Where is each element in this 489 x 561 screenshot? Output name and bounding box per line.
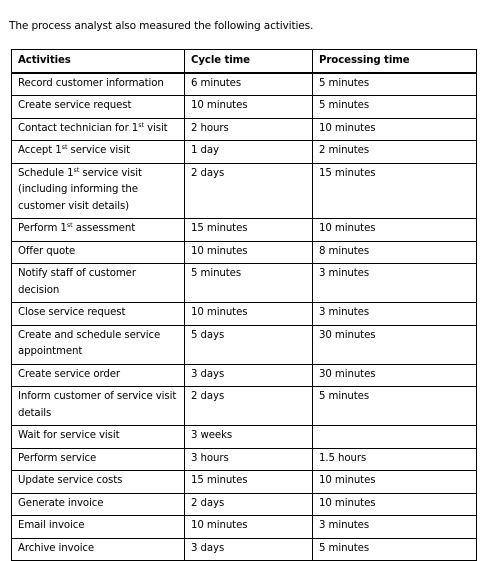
activity-cell bbox=[12, 73, 185, 96]
processing-time-cell: 2 minutes bbox=[313, 141, 477, 164]
activity-text: Perform 1 bbox=[18, 223, 67, 234]
table-row bbox=[12, 493, 477, 516]
cycle-time-cell: 2 days bbox=[185, 387, 313, 426]
processing-time-cell: 3 minutes bbox=[313, 303, 477, 326]
ordinal-suffix: st bbox=[138, 120, 144, 129]
processing-time-cell: 5 minutes bbox=[313, 538, 477, 561]
table-body bbox=[12, 73, 477, 561]
activity-cell bbox=[12, 141, 185, 164]
activity-cell bbox=[12, 219, 185, 242]
table-row bbox=[12, 241, 477, 264]
cycle-time-cell: 5 minutes bbox=[185, 264, 313, 303]
ordinal-suffix: st bbox=[61, 143, 68, 151]
activity-cell bbox=[12, 325, 185, 364]
activity-text: Notify staff of customer decision bbox=[18, 268, 136, 296]
activity-cell bbox=[12, 364, 185, 387]
processing-time-cell: 30 minutes bbox=[313, 364, 477, 387]
activity-cell bbox=[12, 538, 185, 561]
activity-cell bbox=[12, 241, 185, 264]
processing-time-cell: 5 minutes bbox=[313, 387, 477, 426]
ordinal-suffix: st bbox=[66, 221, 73, 229]
activity-text: assessment bbox=[72, 223, 136, 234]
cycle-time-cell: 15 minutes bbox=[185, 219, 313, 242]
processing-time-cell: 5 minutes bbox=[313, 96, 477, 119]
activity-cell bbox=[12, 426, 185, 449]
activity-text: Create service order bbox=[18, 368, 120, 380]
table-row bbox=[12, 516, 477, 539]
table-row bbox=[12, 448, 477, 471]
cycle-time-cell: 5 days bbox=[185, 325, 313, 364]
table-row bbox=[12, 387, 477, 426]
activity-cell bbox=[12, 96, 185, 119]
table-row bbox=[12, 538, 477, 561]
cycle-time-cell: 3 weeks bbox=[185, 426, 313, 449]
table-row bbox=[12, 303, 477, 326]
activity-text: Accept 1 bbox=[18, 145, 62, 156]
activity-cell bbox=[12, 303, 185, 326]
cycle-time-cell: 2 days bbox=[185, 163, 313, 219]
activity-text: Create service request bbox=[18, 100, 132, 111]
activity-text: Schedule 1 bbox=[18, 167, 74, 179]
table-row bbox=[12, 426, 477, 449]
cycle-time-cell: 10 minutes bbox=[185, 96, 313, 119]
table-row bbox=[12, 364, 477, 387]
activity-text: Generate invoice bbox=[18, 497, 104, 509]
cycle-time-cell: 3 hours bbox=[185, 448, 313, 471]
activity-text: Perform service bbox=[18, 452, 97, 464]
cycle-time-cell: 2 days bbox=[185, 493, 313, 516]
processing-time-cell: 10 minutes bbox=[313, 219, 477, 242]
processing-time-cell: 10 minutes bbox=[313, 118, 477, 141]
processing-time-cell: 1.5 hours bbox=[313, 448, 477, 471]
activity-cell bbox=[12, 163, 185, 219]
activity-text: Offer quote bbox=[18, 245, 76, 257]
activity-text: service visit bbox=[67, 145, 130, 156]
table-row bbox=[12, 96, 477, 119]
table-row bbox=[12, 219, 477, 242]
activities-table bbox=[11, 49, 477, 561]
activity-text: Email invoice bbox=[18, 520, 85, 531]
cycle-time-cell: 3 days bbox=[185, 538, 313, 561]
table-row bbox=[12, 325, 477, 364]
activity-text: Update service costs bbox=[18, 475, 123, 486]
processing-time-cell: 3 minutes bbox=[313, 516, 477, 539]
activity-text: Contact technician for 1 bbox=[18, 122, 139, 134]
processing-time-cell: 3 minutes bbox=[313, 264, 477, 303]
cycle-time-cell: 2 hours bbox=[185, 118, 313, 141]
cycle-time-cell: 1 day bbox=[185, 141, 313, 164]
table-row bbox=[12, 141, 477, 164]
processing-time-cell: 30 minutes bbox=[313, 325, 477, 364]
table-row bbox=[12, 73, 477, 96]
processing-time-cell: 8 minutes bbox=[313, 241, 477, 264]
table-row bbox=[12, 264, 477, 303]
activity-text: Inform customer of service visit details bbox=[18, 391, 177, 419]
activity-text: visit bbox=[143, 122, 168, 134]
activity-cell bbox=[12, 118, 185, 141]
activity-text: Record customer information bbox=[18, 77, 164, 89]
cycle-time-cell: 10 minutes bbox=[185, 241, 313, 264]
activity-cell bbox=[12, 387, 185, 426]
cycle-time-cell: 10 minutes bbox=[185, 516, 313, 539]
processing-time-cell bbox=[313, 426, 477, 449]
header-activities: Activities bbox=[12, 50, 185, 73]
activity-cell bbox=[12, 448, 185, 471]
activity-cell bbox=[12, 471, 185, 494]
processing-time-cell: 15 minutes bbox=[313, 163, 477, 219]
table-header-row bbox=[12, 50, 477, 73]
cycle-time-cell: 10 minutes bbox=[185, 303, 313, 326]
activity-text: Close service request bbox=[18, 307, 126, 318]
processing-time-cell: 10 minutes bbox=[313, 493, 477, 516]
activity-cell bbox=[12, 264, 185, 303]
processing-time-cell: 10 minutes bbox=[313, 471, 477, 494]
table-row bbox=[12, 118, 477, 141]
cycle-time-cell: 15 minutes bbox=[185, 471, 313, 494]
cycle-time-cell: 6 minutes bbox=[185, 73, 313, 96]
table-row bbox=[12, 163, 477, 219]
header-cycle-time: Cycle time bbox=[185, 50, 313, 73]
activity-text: service visit (including informing the customer visit details) bbox=[18, 167, 142, 212]
processing-time-cell: 5 minutes bbox=[313, 73, 477, 96]
ordinal-suffix: st bbox=[73, 165, 80, 174]
cycle-time-cell: 3 days bbox=[185, 364, 313, 387]
table-row bbox=[12, 471, 477, 494]
intro-text: The process analyst also measured the following activities. bbox=[9, 19, 314, 32]
activity-text: Create and schedule service appointment bbox=[18, 329, 161, 357]
activity-cell bbox=[12, 516, 185, 539]
activity-text: Wait for service visit bbox=[18, 430, 120, 441]
activity-text: Archive invoice bbox=[18, 542, 95, 554]
header-processing-time: Processing time bbox=[313, 50, 477, 73]
activity-cell bbox=[12, 493, 185, 516]
